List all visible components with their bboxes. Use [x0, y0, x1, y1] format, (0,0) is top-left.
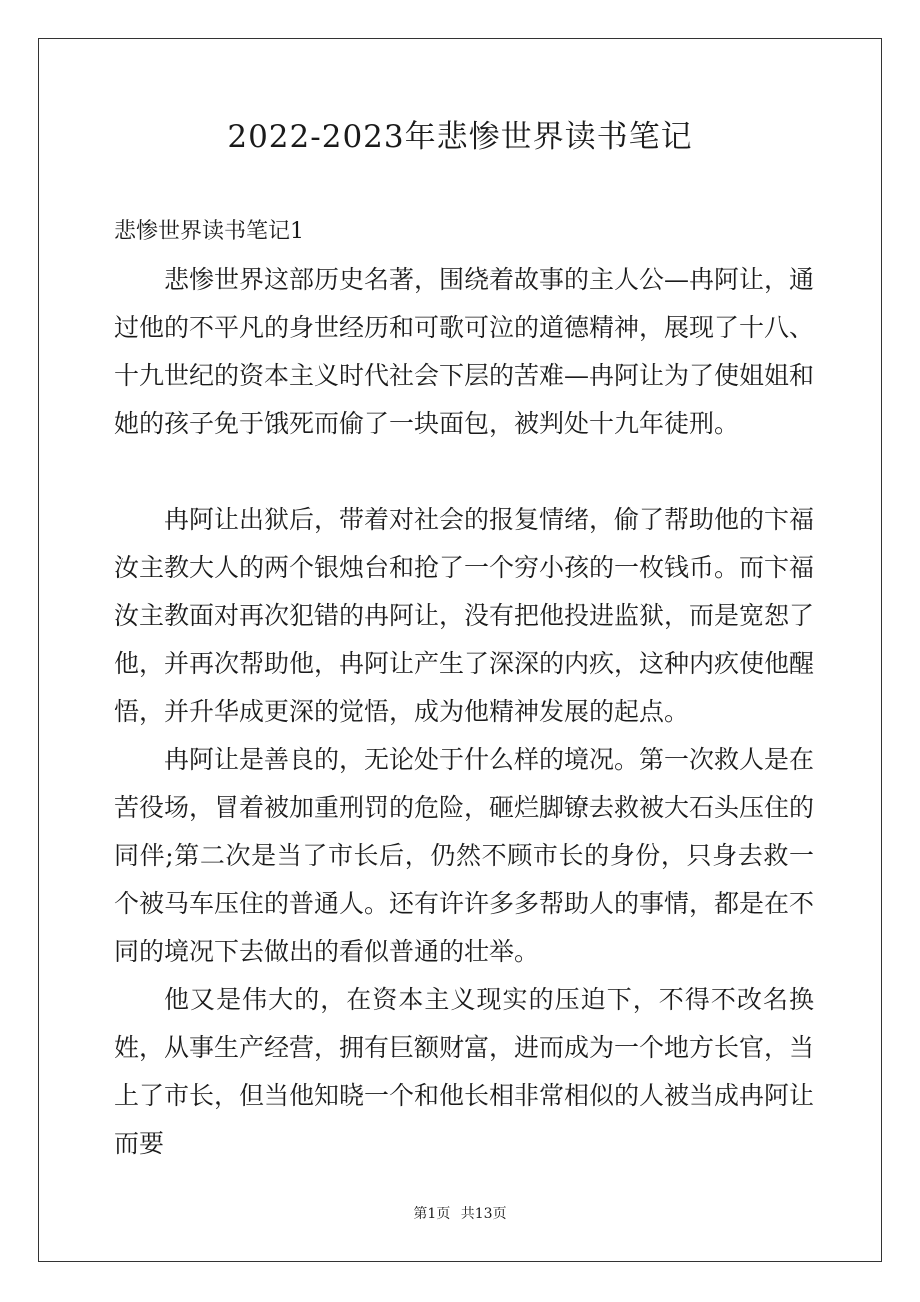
document-title: 2022-2023年悲惨世界读书笔记: [227, 119, 693, 155]
page-number-footer: 第1页 共13页: [413, 1206, 507, 1222]
paragraph-3: 冉阿让是善良的，无论处于什么样的境况。第一次救人是在苦役场，冒着被加重刑罚的危险，砸烂脚镣去救被大石头压住的同伴;第二次是当了市长后，仍然不顾市长的身份，只身去救一个被马车压住的普通人。还有许许多多帮助人的事情，都是在不同的境况下去做出的看似普通的壮举。: [114, 745, 815, 966]
paragraph-1: 悲惨世界这部历史名著，围绕着故事的主人公—冉阿让，通过他的不平凡的身世经历和可歌可泣的道德精神，展现了十八、十九世纪的资本主义时代社会下层的苦难—冉阿让为了使姐姐和她的孩子免于饿死而偷了一块面包，被判处十九年徒刑。: [114, 265, 815, 438]
paragraph-4: 他又是伟大的，在资本主义现实的压迫下，不得不改名换姓，从事生产经营，拥有巨额财富，进而成为一个地方长官，当上了市长，但当他知晓一个和他长相非常相似的人被当成冉阿让而要: [114, 985, 815, 1158]
section-heading: 悲惨世界读书笔记1: [114, 219, 304, 244]
paragraph-2: 冉阿让出狱后，带着对社会的报复情绪，偷了帮助他的卞福汝主教大人的两个银烛台和抢了一个穷小孩的一枚钱币。而卞福汝主教面对再次犯错的冉阿让，没有把他投进监狱，而是宽恕了他，并再次帮助他，冉阿让产生了深深的内疚，这种内疚使他醒悟，并升华成更深的觉悟，成为他精神发展的起点。: [114, 505, 815, 726]
